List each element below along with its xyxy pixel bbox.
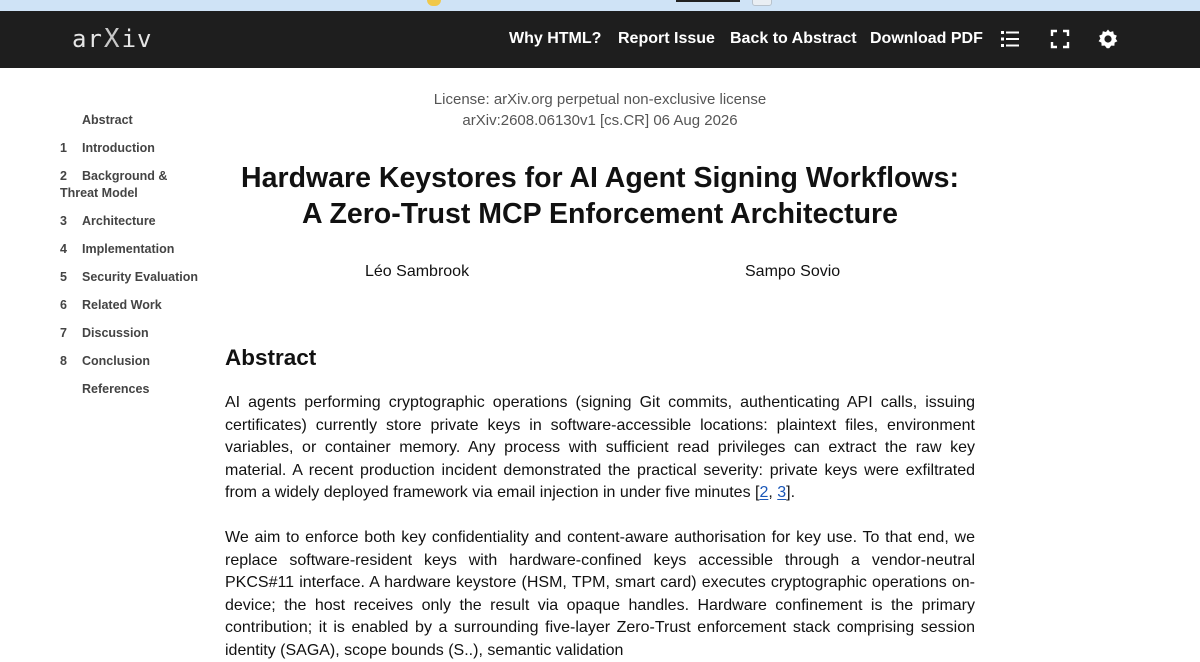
citation-link-2[interactable]: 2	[759, 484, 769, 501]
abstract-paragraph-1	[225, 392, 975, 505]
fullscreen-icon[interactable]	[1049, 28, 1071, 50]
settings-icon[interactable]	[1097, 28, 1119, 50]
toc-item-architecture[interactable]: 3 Architecture	[60, 214, 156, 228]
arxiv-logo[interactable]	[72, 24, 152, 54]
strip-link-underline[interactable]	[676, 0, 740, 2]
toc-item-discussion[interactable]: 7 Discussion	[60, 326, 149, 340]
table-of-contents	[60, 112, 200, 398]
browser-notification-strip	[0, 0, 1200, 11]
author-2: Sampo Sovio	[745, 263, 841, 280]
arxiv-identifier: arXiv:2608.06130v1 [cs.CR] 06 Aug 2026	[462, 112, 738, 129]
top-navbar	[0, 11, 1200, 68]
toc-item-background[interactable]: 2 Background & Threat Model	[60, 169, 168, 200]
title-line-2: A Zero-Trust MCP Enforcement Architecture	[302, 198, 898, 230]
toc-item-related-work[interactable]: 6 Related Work	[60, 298, 162, 312]
author-1: Léo Sambrook	[365, 263, 470, 280]
why-html-link[interactable]: Why HTML?	[509, 30, 602, 47]
citation-separator: ,	[768, 484, 778, 501]
list-icon[interactable]	[999, 28, 1021, 50]
paper-title	[225, 160, 975, 232]
toc-item-security-evaluation[interactable]: 5 Security Evaluation	[60, 270, 199, 284]
strip-close-button[interactable]	[752, 0, 772, 6]
download-pdf-link[interactable]: Download PDF	[870, 30, 983, 47]
abstract-paragraph-2: We aim to enforce both key confidentiality and content-aware authorisation for key use. To that end, we replace software-resident keys with hardware-confined keys accessible through a vendor-neutral PKCS#11 interface. A hardware keystore (HSM, TPM, smart card) executes cryptographic operations on-device; the host receives only the result via opaque handles. Hardware confinement is the primary contribution; it is enabled by a surrounding five-layer Zero-Trust enforcement stack comprising session identity (SAGA), scope bounds (S..), semantic validation	[225, 529, 975, 659]
logo-text-left: ar	[72, 25, 103, 53]
abstract-p1-text: AI agents performing cryptographic operations (signing Git commits, authenticating API calls, issuing certificates) currently store private keys in software-accessible locations: plaintext files, environment variables, or container memory. Any process with sufficient read privileges can extract the raw key material. A recent production incident demonstrated the practical severity: private keys were exfiltrated from a widely deployed framework via email injection in under five minutes [	[225, 394, 975, 501]
logo-text-mid: X	[103, 24, 121, 54]
report-issue-link[interactable]: Report Issue	[618, 30, 715, 47]
title-line-1: Hardware Keystores for AI Agent Signing Workflows:	[241, 162, 959, 194]
citation-link-3[interactable]: 3	[777, 484, 787, 501]
logo-text-right: iv	[121, 25, 153, 53]
toc-item-implementation[interactable]: 4 Implementation	[60, 242, 175, 256]
license-line: License: arXiv.org perpetual non-exclusive license	[433, 91, 767, 108]
back-to-abstract-link[interactable]: Back to Abstract	[730, 30, 857, 47]
toc-item-introduction[interactable]: 1 Introduction	[60, 141, 155, 155]
abstract-heading: Abstract	[225, 345, 317, 370]
toc-item-abstract[interactable]: Abstract	[82, 113, 133, 127]
emoji-icon	[427, 0, 441, 6]
citation-close: ].	[786, 484, 796, 501]
toc-item-conclusion[interactable]: 8 Conclusion	[60, 354, 151, 368]
toc-item-references[interactable]: References	[82, 382, 150, 396]
